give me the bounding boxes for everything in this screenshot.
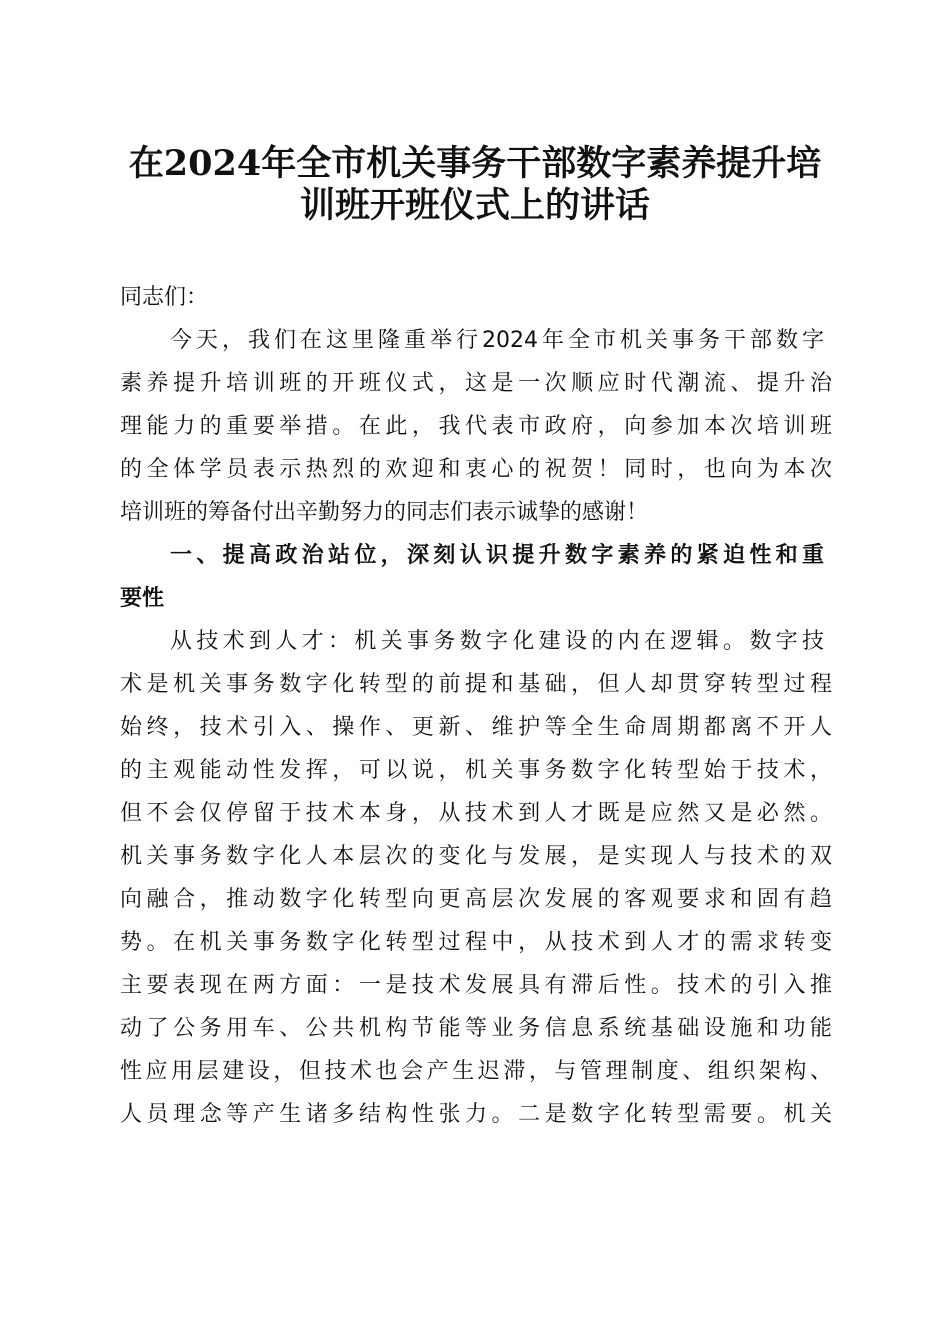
paragraph-1-line: 今天，我们在这里隆重举行2024年全市机关事务干部数字 [170,328,824,353]
paragraph-2-line: 动了公务用车、公共机构节能等业务信息系统基础设施和功能 [120,1016,832,1041]
paragraph-1-line: 素养提升培训班的开班仪式，这是一次顺应时代潮流、提升治 [120,371,832,396]
section-heading-line: 一、提高政治站位，深刻认识提升数字素养的紧迫性和重 [170,543,824,568]
paragraph-2-line: 的主观能动性发挥，可以说，机关事务数字化转型始于技术， [120,758,832,783]
paragraph-2-line: 势。在机关事务数字化转型过程中，从技术到人才的需求转变 [120,930,832,955]
paragraph-2-line: 术是机关事务数字化转型的前提和基础，但人却贯穿转型过程 [120,672,832,697]
paragraph-1-line: 培训班的筹备付出辛勤努力的同志们表示诚挚的感谢！ [120,500,649,525]
document-title-line-2: 训班开班仪式上的讲话 [299,185,650,226]
paragraph-1-line: 的全体学员表示热烈的欢迎和衷心的祝贺！同时，也向为本次 [120,457,832,482]
paragraph-2-line: 向融合，推动数字化转型向更高层次发展的客观要求和固有趋 [120,887,832,912]
paragraph-2-line: 但不会仅停留于技术本身，从技术到人才既是应然又是必然。 [120,801,832,826]
paragraph-2-line: 人员理念等产生诸多结构性张力。二是数字化转型需要。机关 [120,1102,832,1127]
salutation: 同志们： [120,285,209,310]
paragraph-1-line: 理能力的重要举措。在此，我代表市政府，向参加本次培训班 [120,414,832,439]
paragraph-2-line: 主要表现在两方面：一是技术发展具有滞后性。技术的引入推 [120,973,832,998]
paragraph-2-line: 从技术到人才：机关事务数字化建设的内在逻辑。数字技 [170,629,824,654]
section-heading-line: 要性 [120,586,165,611]
paragraph-2-line: 始终，技术引入、操作、更新、维护等全生命周期都离不开人 [120,715,832,740]
paragraph-2-line: 机关事务数字化人本层次的变化与发展，是实现人与技术的双 [120,844,832,869]
paragraph-2-line: 性应用层建设，但技术也会产生迟滞，与管理制度、组织架构、 [120,1059,832,1084]
document-title-line-1: 在2024年全市机关事务干部数字素养提升培 [128,143,822,184]
